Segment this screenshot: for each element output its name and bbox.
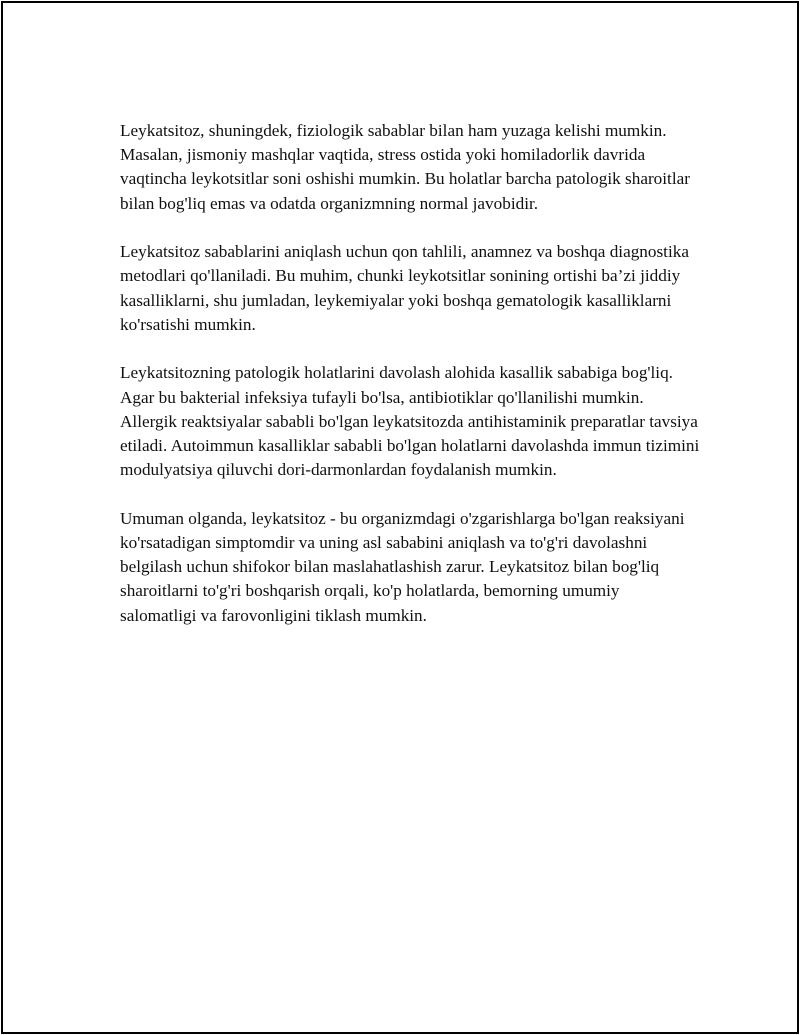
paragraph-4: Umuman olganda, leykatsitoz - bu organizmdagi o'zgarishlarga bo'lgan reaksiyani ko'rsatadigan simptomdir va uning asl sababini aniqlash va to'g'ri davolashni belgilash uchun shifokor bilan maslahatlashish zarur. Leykatsitoz bilan bog'liq sharoitlarni to'g'ri boshqarish orqali, ko'p holatlarda, bemorning umumiy salomatligi va farovonligini tiklash mumkin.: [120, 508, 685, 625]
paragraph-1: Leykatsitoz, shuningdek, fiziologik sabablar bilan ham yuzaga kelishi mumkin. Masalan, jismoniy mashqlar vaqtida, stress ostida yoki homiladorlik davrida vaqtincha leykotsitlar soni oshishi mumkin. Bu holatlar barcha patologik sharoitlar bilan bog'liq emas va odatda organizmning normal javobidir.: [120, 121, 690, 213]
document-body: [120, 119, 700, 628]
paragraph-2: Leykatsitoz sabablarini aniqlash uchun qon tahlili, anamnez va boshqa diagnostika metodlari qo'llaniladi. Bu muhim, chunki leykotsitlar sonining ortishi ba’zi jiddiy kasalliklarni, shu jumladan, leykemiyalar yoki boshqa gematologik kasalliklarni ko'rsatishi mumkin.: [120, 242, 689, 334]
paragraph-3: Leykatsitozning patologik holatlarini davolash alohida kasallik sababiga bog'liq. Agar bu bakterial infeksiya tufayli bo'lsa, antibiotiklar qo'llanilishi mumkin. Allergik reaktsiyalar sababli bo'lgan leykatsitozda antihistaminik preparatlar tavsiya etiladi. Autoimmun kasalliklar sababli bo'lgan holatlarni davolashda immun tizimini modulyatsiya qiluvchi dori-darmonlardan foydalanish mumkin.: [120, 363, 700, 480]
document-page: [1, 1, 799, 1034]
